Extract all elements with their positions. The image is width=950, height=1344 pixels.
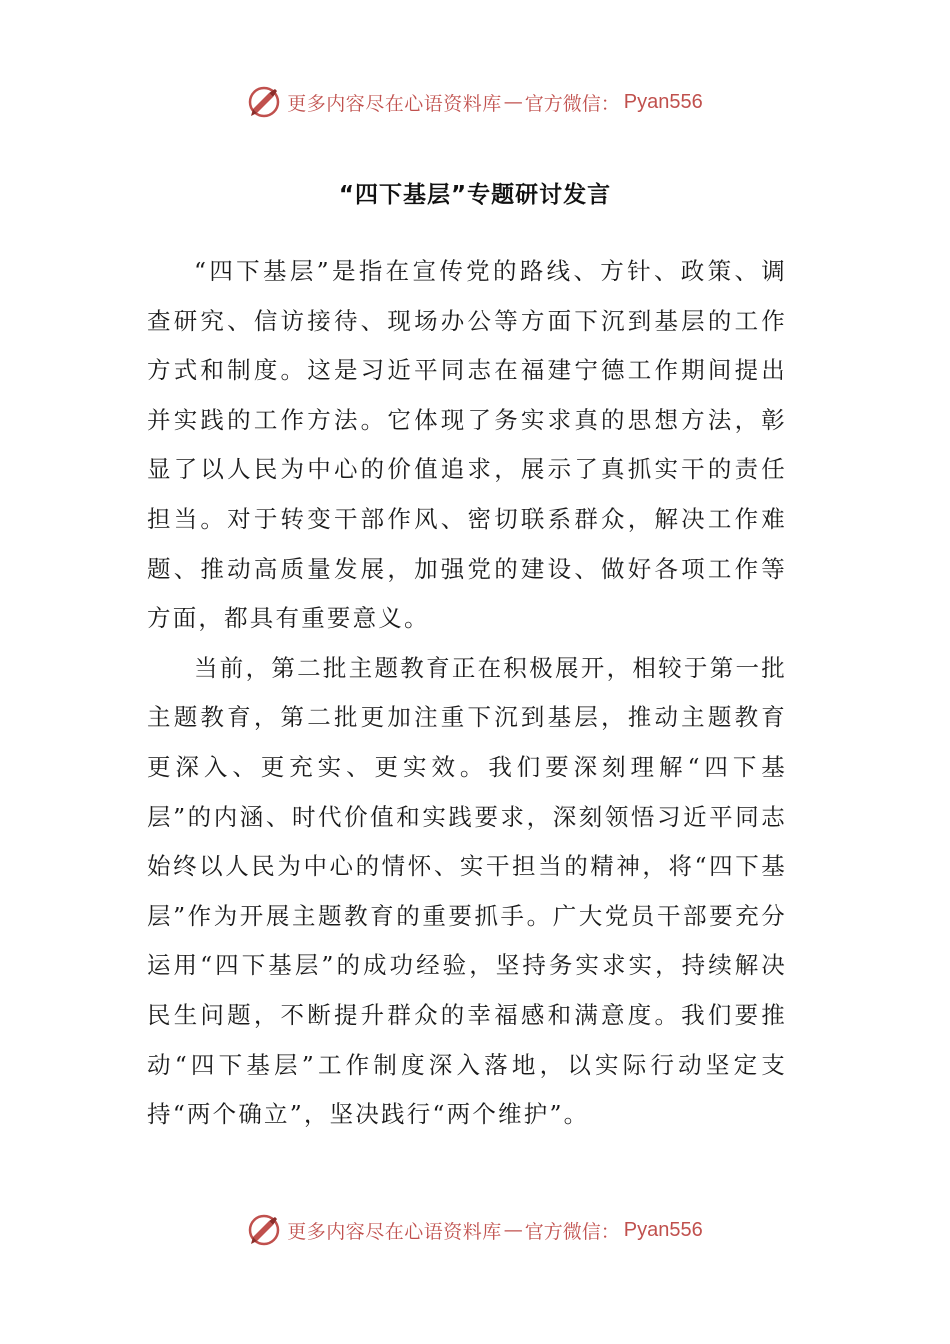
watermark-separator: — bbox=[503, 1219, 523, 1241]
watermark-separator: — bbox=[503, 91, 523, 113]
header-watermark bbox=[0, 82, 950, 122]
pen-logo-icon bbox=[247, 1213, 281, 1247]
watermark-wechat-label: 官方微信： bbox=[524, 92, 620, 115]
watermark-wechat-id: Pyan556 bbox=[623, 90, 703, 113]
paragraph: 当前，第二批主题教育正在积极展开，相较于第一批主题教育，第二批更加注重下沉到基层，推动主题教育更深入、更充实、更实效。我们要深刻理解“四下基层”的内涵、时代价值和实践要求，深刻领悟习近平同志始终以人民为中心的情怀、实干担当的精神，将“四下基层”作为开展主题教育的重要抓手。广大党员干部要充分运用“四下基层”的成功经验，坚持务实求实，持续解决民生问题，不断提升群众的幸福感和满意度。我们要推动“四下基层”工作制度深入落地，以实际行动坚定支持“两个确立”，坚决践行“两个维护”。 bbox=[147, 653, 787, 1129]
watermark-text: 更多内容尽在心语资料库 bbox=[287, 92, 502, 115]
document-body bbox=[147, 247, 787, 1140]
footer-watermark bbox=[0, 1210, 950, 1250]
watermark-wechat-id: Pyan556 bbox=[623, 1218, 703, 1241]
watermark-wechat-label: 官方微信： bbox=[524, 1220, 620, 1243]
pen-logo-icon bbox=[247, 85, 281, 119]
document-title: “四下基层”专题研讨发言 bbox=[338, 182, 612, 208]
paragraph: “四下基层”是指在宣传党的路线、方针、政策、调查研究、信访接待、现场办公等方面下沉到基层的工作方式和制度。这是习近平同志在福建宁德工作期间提出并实践的工作方法。它体现了务实求真的思想方法，彰显了以人民为中心的价值追求，展示了真抓实干的责任担当。对于转变干部作风、密切联系群众，解决工作难题、推动高质量发展，加强党的建设、做好各项工作等方面，都具有重要意义。 bbox=[147, 257, 787, 633]
watermark-text: 更多内容尽在心语资料库 bbox=[287, 1220, 502, 1243]
